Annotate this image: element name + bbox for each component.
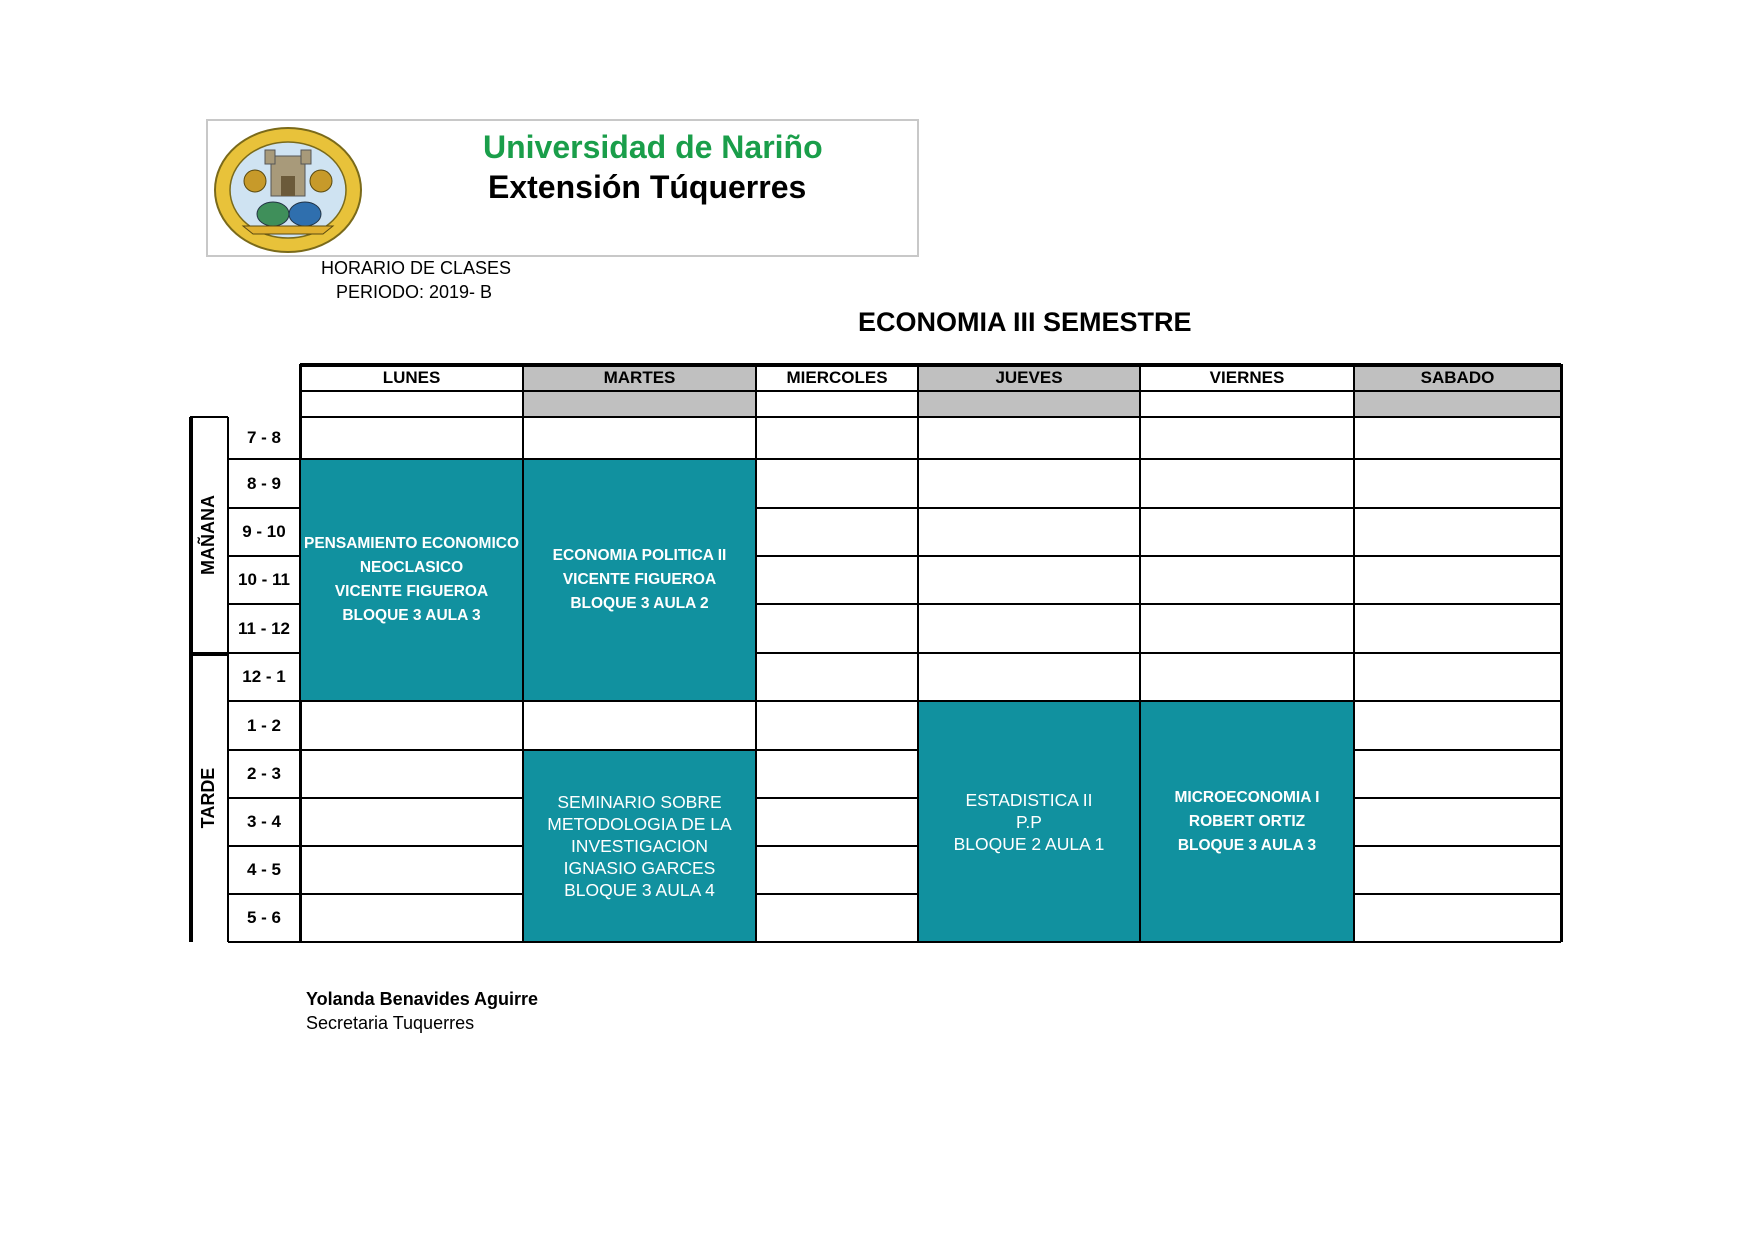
course-line: VICENTE FIGUEROA [334, 583, 489, 600]
grid-line [189, 417, 193, 942]
course-line: PENSAMIENTO ECONOMICO [303, 535, 519, 552]
day-header-miercoles: MIERCOLES [786, 367, 888, 387]
course-line: IGNASIO GARCES [563, 858, 716, 878]
grid-line [190, 416, 228, 418]
university-name: Universidad de Nariño [483, 129, 823, 165]
period-label-tarde: TARDE [198, 767, 218, 828]
hour-label: 2 - 3 [246, 764, 282, 783]
course-line: P.P [1016, 811, 1042, 832]
course-line: BLOQUE 3 AULA 2 [570, 595, 709, 612]
hour-label: 4 - 5 [246, 860, 282, 879]
course-block[interactable] [524, 460, 755, 700]
course-line: SEMINARIO SOBRE [557, 792, 722, 812]
course-block[interactable] [919, 702, 1139, 941]
extension-name: Extensión Túquerres [488, 169, 807, 205]
grid-line [228, 700, 1561, 702]
schedule-label: HORARIO DE CLASES [321, 258, 512, 278]
hour-label: 5 - 6 [246, 908, 282, 927]
grid-line [300, 363, 1561, 367]
grid-line [1353, 364, 1355, 942]
day-header-sabado: SABADO [1420, 367, 1495, 387]
grid-line [190, 652, 228, 656]
grid-line [227, 417, 229, 942]
day-header-lunes: LUNES [382, 367, 441, 387]
day-header-jueves: JUEVES [995, 367, 1063, 387]
hour-label: 10 - 11 [238, 570, 290, 589]
signature-role: Secretaria Tuquerres [306, 1013, 475, 1033]
course-line: BLOQUE 3 AULA 3 [342, 607, 481, 624]
hour-label: 11 - 12 [238, 618, 290, 638]
grid-line [228, 893, 1561, 895]
course-line: METODOLOGIA DE LA [547, 814, 732, 834]
grid-line [300, 390, 1561, 392]
period-label-manana: MAÑANA [198, 495, 218, 575]
course-line: VICENTE FIGUEROA [562, 571, 717, 588]
course-block[interactable] [1141, 702, 1353, 941]
hour-label: 3 - 4 [246, 812, 282, 831]
day-header-martes: MARTES [603, 367, 676, 387]
course-line: INVESTIGACION [570, 836, 709, 856]
university-seal-icon [213, 126, 363, 254]
course-block[interactable] [524, 751, 755, 941]
course-line: BLOQUE 2 AULA 1 [953, 833, 1105, 854]
course-line: ESTADISTICA II [965, 789, 1093, 810]
grid-line [228, 845, 1561, 847]
grid-line [228, 797, 1561, 799]
hour-label: 12 - 1 [242, 667, 286, 686]
course-line: BLOQUE 3 AULA 3 [1177, 836, 1317, 854]
day-header-viernes: VIERNES [1209, 367, 1285, 387]
period-label: PERIODO: 2019- B [336, 282, 493, 302]
hour-label: 1 - 2 [246, 715, 282, 735]
course-line: ROBERT ORTIZ [1188, 812, 1306, 830]
hour-label: 9 - 10 [242, 522, 286, 541]
header-box [206, 119, 919, 257]
grid-line [228, 941, 1561, 943]
course-line: ECONOMIA POLITICA II [552, 547, 727, 564]
grid-line [1560, 364, 1563, 942]
grid-line [228, 749, 1561, 751]
grid-line [300, 416, 1561, 418]
hour-label: 7 - 8 [246, 428, 282, 447]
course-block[interactable] [301, 460, 522, 700]
program-title: ECONOMIA III SEMESTRE [858, 307, 1192, 337]
course-line: MICROECONOMIA I [1174, 788, 1320, 806]
course-line: NEOCLASICO [359, 559, 464, 576]
hour-label: 8 - 9 [246, 473, 282, 493]
signature-name: Yolanda Benavides Aguirre [306, 989, 539, 1009]
grid-line [755, 364, 757, 942]
course-line: BLOQUE 3 AULA 4 [564, 880, 715, 900]
